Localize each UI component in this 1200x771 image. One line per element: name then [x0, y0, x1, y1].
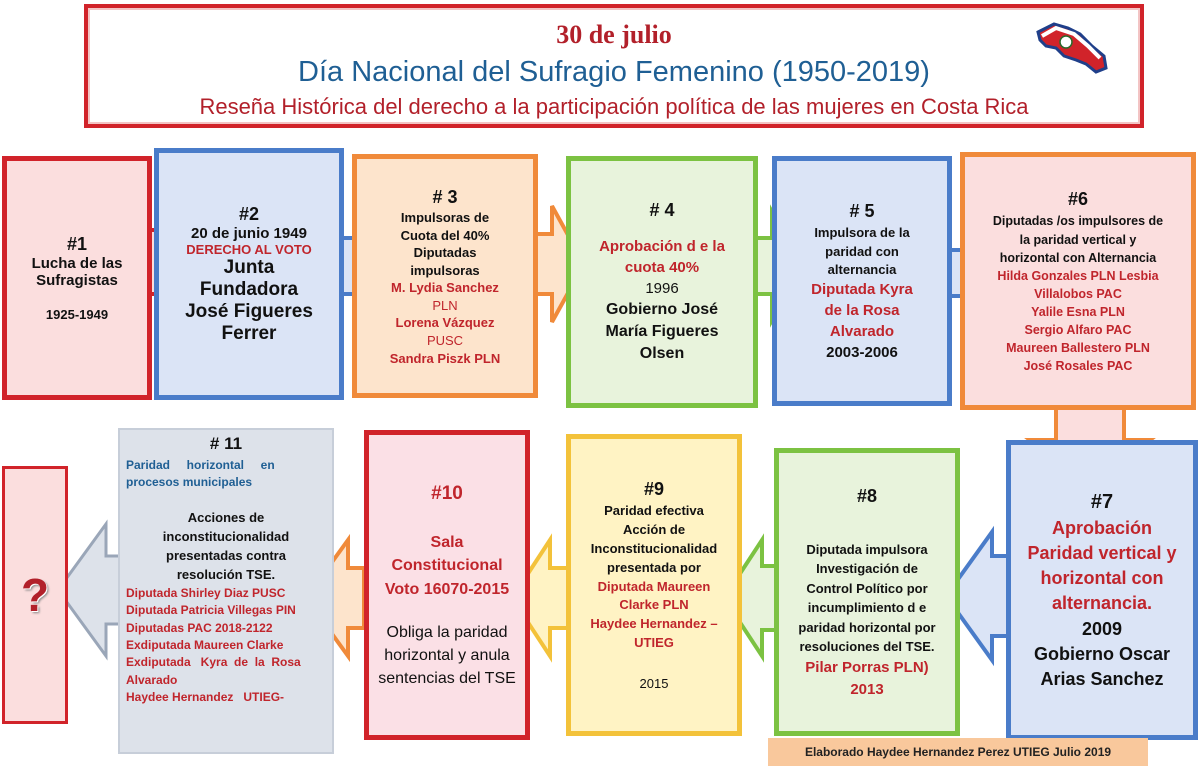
step-4-text: Olsen [639, 345, 685, 363]
step-2-text: Junta [223, 256, 275, 278]
step-6-number: #6 [1067, 189, 1089, 210]
step-10-text: Constitucional [391, 557, 503, 575]
step-11-name: Exdiputada Maureen Clarke [126, 637, 284, 652]
header-title: Día Nacional del Sufragio Femenino (1950-2019) [298, 56, 930, 88]
step-9-name: UTIEG [634, 635, 674, 651]
step-2-box [154, 148, 344, 400]
step-2-date: 20 de junio 1949 [191, 224, 307, 242]
step-7-text: alternancia. [1051, 593, 1153, 614]
credit-note: Elaborado Haydee Hernandez Perez UTIEG Julio 2019 [768, 738, 1148, 766]
step-7-text: horizontal con [1040, 568, 1164, 589]
step-8-text: Control Político por [806, 580, 928, 596]
step-10-number: #10 [431, 482, 463, 504]
step-9-text: Inconstitucionalidad [590, 540, 718, 556]
step-11-text: resolución TSE. [176, 566, 276, 582]
step-2-text: José Figueres [185, 300, 313, 322]
step-3-number: # 3 [432, 186, 458, 207]
step-6-name: José Rosales PAC [1023, 359, 1133, 374]
step-5-name: de la Rosa [824, 301, 900, 319]
step-6-text: horizontal con Alternancia [999, 250, 1157, 265]
step-4-year: 1996 [645, 279, 679, 297]
step-5-number: # 5 [849, 201, 875, 222]
step-5-name: Alvarado [829, 322, 895, 340]
step-2-number: #2 [238, 203, 260, 224]
step-3-name: Sandra Piszk PLN [389, 350, 501, 366]
step-11-name: Alvarado [126, 672, 178, 687]
step-7-text: Aprobación [1051, 517, 1152, 538]
step-8-text: Investigación de [816, 561, 918, 576]
step-3-name: Lorena Vázquez [395, 315, 495, 331]
step-6-name: Maureen Ballestero PLN [1006, 341, 1150, 356]
step-6-box [960, 152, 1196, 410]
step-8-number: #8 [856, 485, 878, 506]
step-10-text: sentencias del TSE [378, 670, 516, 688]
step-8-text: resoluciones del TSE. [799, 639, 935, 654]
step-8-name: Pilar Porras PLN) [805, 658, 929, 676]
step-1-text: Sufragistas [36, 272, 118, 289]
step-3-box [352, 154, 538, 398]
header-subtitle: Reseña Histórica del derecho a la participación política de las mujeres en Costa Rica [199, 94, 1029, 119]
step-7-text: Gobierno Oscar [1033, 643, 1171, 664]
header-date: 30 de julio [556, 20, 672, 49]
step-10-text: horizontal y anula [384, 646, 510, 664]
step-5-name: Diputada Kyra [811, 280, 913, 298]
step-6-name: Yalile Esna PLN [1031, 305, 1125, 320]
step-1-box [2, 156, 152, 400]
step-3-text: impulsoras [410, 262, 480, 278]
step-3-name: M. Lydia Sanchez [391, 280, 499, 296]
step-9-number: #9 [643, 479, 665, 500]
step-11-name: Diputada Shirley Diaz PUSC [126, 585, 286, 600]
step-6-name: Sergio Alfaro PAC [1024, 323, 1132, 338]
step-8-box [774, 448, 960, 736]
step-4-text: María Figueres [605, 322, 719, 340]
step-6-name: Hilda Gonzales PLN Lesbia [997, 268, 1159, 283]
step-5-box [772, 156, 952, 406]
step-8-text: incumplimiento d e [807, 600, 927, 615]
step-11-text: presentadas contra [166, 548, 286, 564]
step-3-party: PUSC [426, 333, 464, 349]
step-10-text: Voto 16070-2015 [384, 580, 510, 598]
step-11-heading: procesos municipales [126, 475, 253, 490]
step-7-box [1006, 440, 1198, 740]
step-9-text: presentada por [607, 559, 701, 575]
step-11-number: # 11 [209, 434, 243, 453]
step-9-name: Clarke PLN [619, 597, 689, 613]
step-9-text: Paridad efectiva [604, 503, 704, 519]
step-5-text: Impulsora de la [814, 225, 910, 241]
step-7-number: #7 [1090, 490, 1114, 513]
step-9-name: Haydee Hernandez – [590, 616, 718, 632]
step-7-text: Paridad vertical y [1027, 543, 1177, 564]
step-4-text: cuota 40% [624, 258, 700, 276]
step-11-box [118, 428, 334, 754]
step-11-name: Diputadas PAC 2018-2122 [126, 620, 273, 635]
step-6-text: Diputadas /os impulsores de [992, 214, 1164, 229]
step-6-name: Villalobos PAC [1034, 286, 1122, 301]
step-4-box [566, 156, 758, 408]
step-3-text: Diputadas [413, 245, 477, 261]
step-7-text: Arias Sanchez [1040, 668, 1164, 689]
step-4-number: # 4 [649, 200, 675, 221]
step-11-heading: Paridad horizontal en [126, 457, 275, 472]
step-4-text: Aprobación d e la [599, 237, 725, 255]
step-2-right: DERECHO AL VOTO [186, 241, 312, 257]
step-11-text: inconstitucionalidad [162, 529, 290, 545]
future-step-box [2, 466, 68, 724]
step-11-name: Diputada Patricia Villegas PIN [126, 603, 296, 618]
step-3-text: Cuota del 40% [400, 227, 490, 243]
step-9-text: Acción de [622, 522, 686, 538]
step-8-text: paridad horizontal por [798, 619, 936, 635]
step-4-text: Gobierno José [605, 300, 719, 318]
step-10-text: Sala [430, 534, 464, 552]
step-2-text: Ferrer [221, 322, 277, 344]
step-1-text: Lucha de las [31, 255, 123, 272]
question-mark-icon: ? [20, 569, 50, 621]
step-9-box [566, 434, 742, 736]
step-8-year: 2013 [850, 681, 884, 698]
step-11-name: Exdiputada Kyra de la Rosa [126, 655, 301, 670]
step-3-text: Impulsoras de [400, 210, 490, 226]
step-7-year: 2009 [1081, 618, 1123, 639]
step-9-name: Diputada Maureen [597, 578, 711, 594]
step-3-party: PLN [432, 297, 458, 313]
step-1-years: 1925-1949 [45, 307, 109, 322]
step-11-text: Acciones de [187, 510, 265, 526]
step-9-year: 2015 [639, 676, 669, 691]
step-8-text: Diputada impulsora [806, 541, 928, 557]
step-10-text: Obliga la paridad [386, 623, 508, 641]
step-5-text: alternancia [827, 261, 897, 277]
step-6-text: la paridad vertical y [1019, 232, 1137, 247]
step-2-text: Fundadora [199, 278, 299, 300]
step-5-text: paridad con [825, 243, 899, 259]
step-1-number: #1 [66, 234, 88, 254]
step-5-years: 2003-2006 [826, 343, 898, 361]
step-10-box [364, 430, 530, 740]
step-11-name: Haydee Hernandez UTIEG- [126, 690, 285, 705]
